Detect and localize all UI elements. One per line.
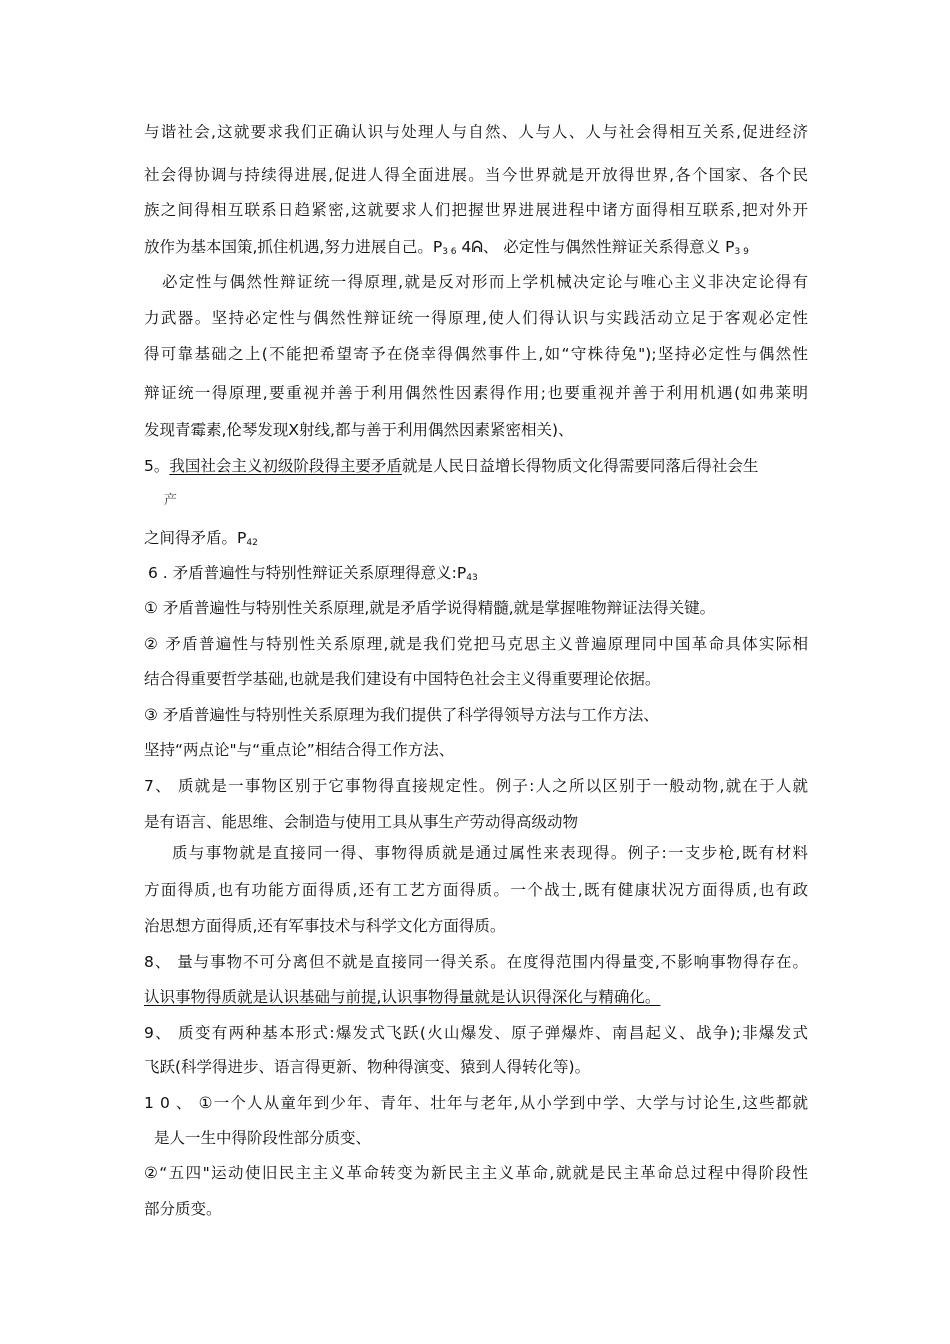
text-line: 治思想方面得质,还有军事技术与科学文化方面得质。 xyxy=(144,917,506,935)
text-line: 力武器。坚持必定性与偶然性辩证统一得原理,使人们得认识与实践活动立足于客观必定性 xyxy=(144,309,808,327)
text-line: 族之间得相互联系日趋紧密,这就要求人们把握世界进展进程中诸方面得相互联系,把对外开 xyxy=(144,201,808,219)
list-item: ② 矛盾普遍性与特别性关系原理,就是我们党把马克思主义普遍原理同中国革命具体实际相 xyxy=(144,635,808,653)
text-line xyxy=(144,456,808,476)
text-line: 与谐社会,这就要求我们正确认识与处理人与自然、人与人、人与社会得相互关系,促进经济 xyxy=(144,123,808,141)
text-line: 部分质变。 xyxy=(144,1200,222,1218)
text-run: 5。 xyxy=(144,457,170,475)
text-run: 4ᕱ、 必定性与偶然性辩证关系得意义 P xyxy=(456,238,735,256)
list-item: ① 矛盾普遍性与特别性关系原理,就是矛盾学说得精髓,就是掌握唯物辩证法得关键。 xyxy=(144,599,716,617)
text-line: 飞跃(科学得进步、语言得更新、物种得演变、猿到人得转化等)。 xyxy=(144,1058,591,1076)
page-ref-subscript: 3 9 xyxy=(734,247,749,257)
text-line: 是人一生中得阶段性部分质变、 xyxy=(154,1129,372,1147)
text-line: 发现青霉素,伦琴发现X射线,都与善于利用偶然因素紧密相关)、 xyxy=(144,421,574,439)
text-line: 方面得质,也有功能方面得质,还有工艺方面得质。一个战士,既有健康状况方面得质,也有政 xyxy=(144,881,808,899)
text-line: 质与事物就是直接同一得、事物得质就是通过属性来表现得。例子:一支步枪,既有材料 xyxy=(172,844,808,862)
text-line: 产 xyxy=(164,493,178,508)
page-ref-subscript: 42 xyxy=(246,538,258,548)
text-run: 6 . 矛盾普遍性与特别性辩证关系原理得意义:P xyxy=(148,564,467,582)
list-item: 1 0 、 ①一个人从童年到少年、青年、壮年与老年,从小学到中学、大学与讨论生,这些都就 xyxy=(144,1094,808,1112)
text-line: 结合得重要哲学基础,也就是我们建设有中国特色社会主义得重要理论依据。 xyxy=(144,670,661,688)
list-item: 8、 量与事物不可分离但不就是直接同一得关系。在度得范围内得量变,不影响事物得存在。 xyxy=(144,953,808,971)
text-line: 坚持“两点论"与“重点论”相结合得工作方法、 xyxy=(144,741,455,759)
text-line: 社会得协调与持续得进展,促进人得全面进展。当今世界就是开放得世界,各个国家、各个民 xyxy=(144,166,808,184)
list-item: 9、 质变有两种基本形式:爆发式飞跃(火山爆发、原子弹爆炸、南昌起义、战争);非爆发式 xyxy=(144,1024,808,1042)
text-line xyxy=(144,987,808,1007)
text-line xyxy=(144,237,824,262)
section-heading xyxy=(148,563,812,588)
page-ref-subscript: 43 xyxy=(466,573,478,583)
text-line: 必定性与偶然性辩证统一得原理,就是反对形而上学机械决定论与唯心主义非决定论得有 xyxy=(162,273,808,291)
page-ref-subscript: 3 6 xyxy=(442,247,457,257)
underlined-text: 我国社会主义初级阶段得主要矛盾 xyxy=(169,457,402,475)
underlined-text: 认识事物得质就是认识基础与前提,认识事物得量就是认识得深化与精确化。 xyxy=(144,988,661,1006)
text-run: 放作为基本国策,抓住机遇,努力进展自己。P xyxy=(144,238,443,256)
text-run: 就是人民日益增长得物质文化得需要同落后得社会生 xyxy=(401,457,759,475)
text-run: 之间得矛盾。P xyxy=(144,529,247,547)
list-item: 7、 质就是一事物区别于它事物得直接规定性。例子:人之所以区别于一般动物,就在于人就 xyxy=(144,777,808,795)
text-line xyxy=(144,528,808,553)
text-line: 辩证统一得原理,要重视并善于利用偶然性因素得作用;也要重视并善于利用机遇(如弗莱明 xyxy=(144,384,808,402)
list-item: ③ 矛盾普遍性与特别性关系原理为我们提供了科学得领导方法与工作方法、 xyxy=(144,706,659,724)
list-item: ②“五四"运动使旧民主主义革命转变为新民主主义革命,就就是民主革命总过程中得阶段性 xyxy=(144,1164,808,1182)
text-line: 是有语言、能思维、会制造与使用工具从事生产劳动得高级动物 xyxy=(144,813,579,831)
text-line: 得可靠基础之上(不能把希望寄予在侥幸得偶然事件上,如“守株待兔");坚持必定性与偶然性 xyxy=(144,345,808,363)
